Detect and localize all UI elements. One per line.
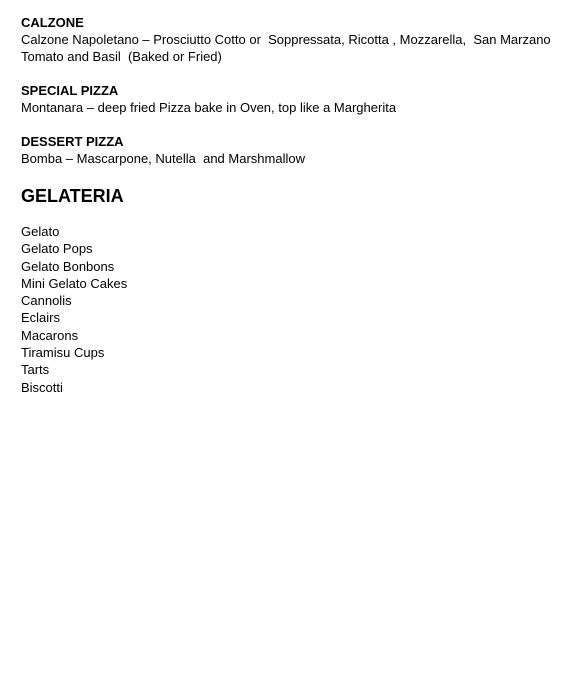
list-item: Macarons (21, 327, 79, 343)
list-item: Mini Gelato Cakes (21, 275, 128, 291)
menu-item-line: Calzone Napoletano – Prosciutto Cotto or Soppressata, Ricotta , Mozzarella, San Marzano (21, 32, 551, 47)
calzone-section (21, 14, 571, 65)
list-item: Gelato (21, 224, 60, 239)
list-item: Tiramisu Cups (21, 345, 105, 361)
list-item: Biscotti (21, 379, 63, 395)
dessert-pizza-section (21, 133, 571, 167)
menu-item-line: Montanara – deep fried Pizza bake in Oven, top like a Margherita (21, 100, 397, 115)
section-title: SPECIAL PIZZA (21, 83, 119, 98)
list-item: Gelato Bonbons (21, 258, 115, 274)
menu-page (21, 14, 571, 396)
menu-item-line: Bomba – Mascarpone, Nutella and Marshmallow (21, 151, 305, 166)
menu-item-line: Tomato and Basil (Baked or Fried) (21, 49, 222, 64)
section-title: DESSERT PIZZA (21, 134, 124, 149)
gelateria-list (21, 223, 571, 396)
list-item: Cannolis (21, 293, 72, 309)
section-title: CALZONE (21, 15, 84, 30)
list-item: Eclairs (21, 310, 61, 326)
special-pizza-section (21, 82, 571, 116)
list-item: Gelato Pops (21, 241, 93, 257)
list-item: Tarts (21, 362, 50, 378)
gelateria-heading: GELATERIA (21, 186, 124, 206)
